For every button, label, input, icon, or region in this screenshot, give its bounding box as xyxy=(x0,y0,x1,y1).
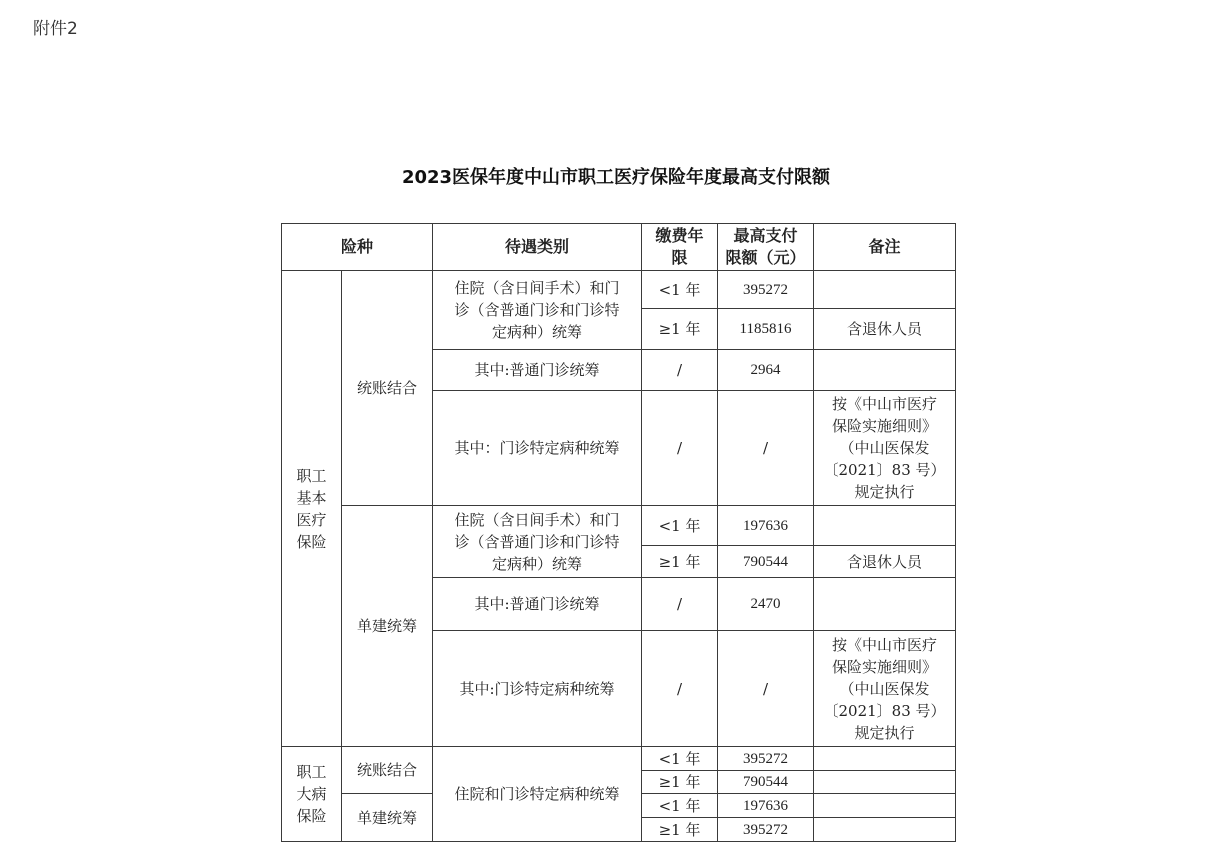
basic-separate-inpatient-category: 住院（含日间手术）和门 诊（含普通门诊和门诊特 定病种）统筹 xyxy=(433,506,642,578)
general-outpatient-category: 其中:普通门诊统筹 xyxy=(433,350,642,391)
remarks-cell: 按《中山市医疗 保险实施细则》 （中山医保发 〔2021〕83 号） 规定执行 xyxy=(814,631,956,747)
max-limit-cell: 790544 xyxy=(718,771,814,794)
header-benefit-category: 待遇类别 xyxy=(433,224,642,271)
remarks-cell xyxy=(814,794,956,818)
max-limit-cell: 395272 xyxy=(718,818,814,842)
max-limit-cell: 197636 xyxy=(718,794,814,818)
critical-separate-name: 单建统筹 xyxy=(342,794,433,842)
critical-category: 住院和门诊特定病种统筹 xyxy=(433,747,642,842)
max-limit-cell: 2964 xyxy=(718,350,814,391)
table-row xyxy=(282,506,956,546)
basic-separate-name: 单建统筹 xyxy=(342,506,433,747)
basic-combined-inpatient-category: 住院（含日间手术）和门 诊（含普通门诊和门诊特 定病种）统筹 xyxy=(433,271,642,350)
table-row xyxy=(282,747,956,771)
max-limit-cell: 1185816 xyxy=(718,309,814,350)
payment-years-cell: ≥1 年 xyxy=(642,818,718,842)
basic-insurance-name: 职工 基本 医疗 保险 xyxy=(282,271,342,747)
max-limit-cell: 790544 xyxy=(718,546,814,578)
header-max-limit-line2: 限额（元） xyxy=(725,248,806,267)
max-limit-cell: 395272 xyxy=(718,747,814,771)
payment-years-cell: / xyxy=(642,350,718,391)
header-payment-years-line1: 缴费年 xyxy=(655,226,704,245)
header-payment-years xyxy=(642,224,718,271)
special-outpatient-category: 其中：门诊特定病种统筹 xyxy=(433,391,642,506)
remarks-cell xyxy=(814,578,956,631)
header-payment-years-line2: 限 xyxy=(671,248,688,267)
payment-years-cell: ≥1 年 xyxy=(642,546,718,578)
header-insurance-type: 险种 xyxy=(282,224,433,271)
critical-combined-name: 统账结合 xyxy=(342,747,433,794)
payment-years-cell: ≥1 年 xyxy=(642,309,718,350)
payment-years-cell: ≥1 年 xyxy=(642,771,718,794)
max-limit-cell: 395272 xyxy=(718,271,814,309)
max-limit-cell: / xyxy=(718,631,814,747)
special-outpatient-category: 其中:门诊特定病种统筹 xyxy=(433,631,642,747)
remarks-cell xyxy=(814,747,956,771)
header-remarks: 备注 xyxy=(814,224,956,271)
remarks-cell xyxy=(814,506,956,546)
attachment-label: 附件2 xyxy=(33,19,78,39)
remarks-cell: 含退休人员 xyxy=(814,309,956,350)
general-outpatient-category: 其中:普通门诊统筹 xyxy=(433,578,642,631)
payment-years-cell: <1 年 xyxy=(642,506,718,546)
max-limit-cell: 2470 xyxy=(718,578,814,631)
remarks-cell xyxy=(814,818,956,842)
remarks-cell xyxy=(814,350,956,391)
payment-years-cell: <1 年 xyxy=(642,271,718,309)
remarks-cell xyxy=(814,771,956,794)
basic-combined-name: 统账结合 xyxy=(342,271,433,506)
critical-insurance-name: 职工 大病 保险 xyxy=(282,747,342,842)
table-row xyxy=(282,271,956,309)
max-limit-cell: / xyxy=(718,391,814,506)
remarks-cell: 按《中山市医疗 保险实施细则》 （中山医保发 〔2021〕83 号） 规定执行 xyxy=(814,391,956,506)
payment-limit-table xyxy=(281,223,956,842)
payment-years-cell: / xyxy=(642,391,718,506)
document-title: 2023医保年度中山市职工医疗保险年度最高支付限额 xyxy=(401,167,831,188)
header-max-limit xyxy=(718,224,814,271)
payment-years-cell: / xyxy=(642,578,718,631)
remarks-cell: 含退休人员 xyxy=(814,546,956,578)
payment-years-cell: / xyxy=(642,631,718,747)
header-max-limit-line1: 最高支付 xyxy=(733,226,798,245)
remarks-cell xyxy=(814,271,956,309)
payment-years-cell: <1 年 xyxy=(642,794,718,818)
table-header-row xyxy=(282,224,956,271)
payment-years-cell: <1 年 xyxy=(642,747,718,771)
max-limit-cell: 197636 xyxy=(718,506,814,546)
